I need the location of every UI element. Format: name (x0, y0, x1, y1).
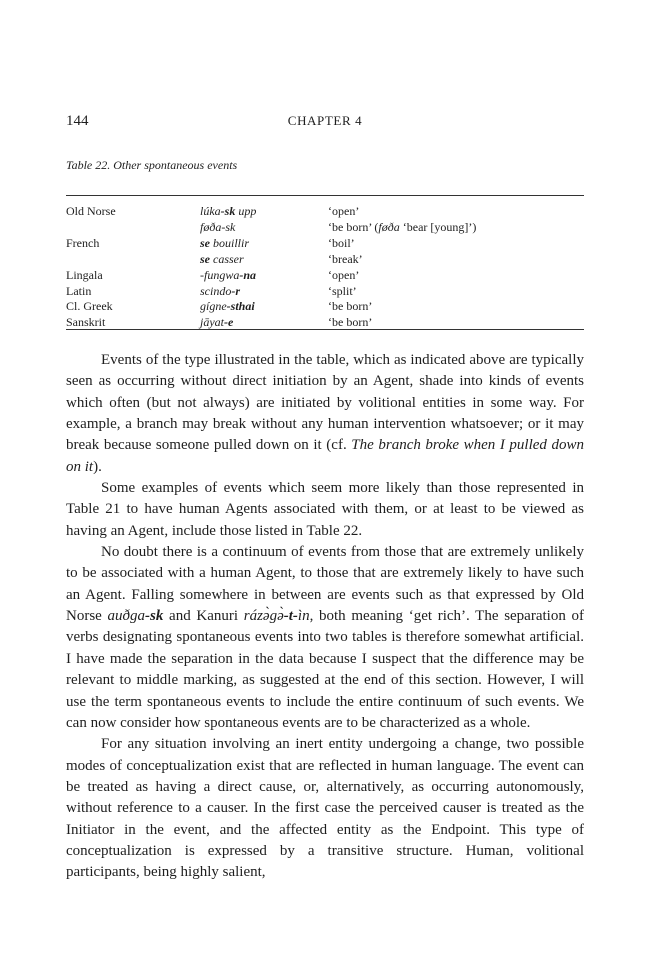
page-number: 144 (66, 113, 89, 129)
running-head: CHAPTER 4 (287, 113, 363, 128)
table-row (66, 236, 584, 252)
cited-form-stem: rázə̀gə̀ (243, 608, 284, 625)
paragraph: Some examples of events which seem more likely than those represented in Table 21 to have human Agents associated with them, or at least to be viewed as having an Agent, include those listed in Table 22. (66, 480, 584, 539)
form-stem: -fungwa (200, 267, 240, 282)
form-stem: føða-sk (200, 219, 236, 234)
form-middle-marker: -na (239, 267, 257, 282)
gloss-italic: føða (378, 219, 400, 234)
form-cell (200, 220, 328, 236)
form-middle-marker: -e (224, 315, 234, 330)
spontaneous-events-table (66, 204, 584, 331)
gloss-cell: ‘open’ (328, 204, 360, 218)
form-cell (200, 299, 328, 315)
cited-form (108, 608, 164, 624)
table-row (66, 220, 584, 236)
form-middle-marker: -sk (220, 204, 236, 218)
gloss-cell: ‘be born’ (328, 315, 373, 330)
form-cell (200, 284, 328, 300)
form-stem: lúka (200, 204, 221, 218)
language-cell: Latin (66, 283, 92, 298)
table-caption: Table 22. Other spontaneous events (66, 158, 238, 172)
cited-form-marker: -t- (283, 608, 298, 625)
cited-form-stem: auðga (107, 608, 146, 625)
form-cell (200, 252, 328, 268)
cited-form-tail: ìn (297, 608, 310, 625)
form-stem: scindo (200, 283, 232, 298)
language-cell: French (66, 235, 100, 250)
language-cell (66, 252, 200, 268)
form-tail: casser (210, 251, 244, 266)
form-cell (200, 236, 328, 252)
table-row (66, 299, 584, 315)
language-cell: Old Norse (66, 204, 116, 218)
paragraph-text: No doubt there is a continuum of events from those that are extremely unlikely to be associated with a human Agent, to those that are extremely likely to have such an Agent. Falling somewhere in between are events such as that expressed by Old Norse (66, 544, 584, 625)
form-middle-marker: -r (231, 283, 241, 298)
form-middle-marker: se (200, 251, 210, 266)
language-cell: Lingala (66, 267, 103, 282)
table-top-rule (66, 195, 584, 196)
language-cell: Cl. Greek (66, 299, 113, 314)
gloss-cell: ‘be born’ (328, 299, 373, 314)
paragraph-text: and Kanuri (163, 608, 244, 625)
table-row (66, 268, 584, 284)
gloss-cell: ‘open’ (328, 267, 360, 282)
paragraph-text: Events of the type illustrated in the table, which as indicated above are typically seen as occurring without direct initiation by an Agent, shade into kinds of events which often (but not always) are initiated by volitional entities in some way. For example, a branch may break without any human intervention whatsoever; or it may break because someone pulled down on it (cf. (66, 352, 584, 454)
gloss-cell (328, 220, 584, 236)
gloss-tail: ‘bear [young]’) (399, 219, 477, 234)
example-sentence: The branch broke when I pulled down on it (66, 437, 584, 475)
table-bottom-rule (66, 329, 584, 330)
form-cell (200, 268, 328, 284)
cited-form (244, 608, 310, 624)
language-cell: Sanskrit (66, 315, 106, 330)
paragraph (66, 350, 584, 478)
paragraph: For any situation involving an inert entity undergoing a change, two possible modes of conceptualization exist that are reflected in human language. The event can be treated as having a direct cause, or, alternatively, as occurring autonomously, without reference to a causer. In the first case the perceived causer is treated as the Initiator in the event, and the affected entity as the Endpoint. This type of conceptualization is expressed by a transitive structure. Human, volitional participants, being highly salient, (66, 736, 584, 881)
form-middle-marker: se (200, 235, 210, 250)
body-text (66, 350, 584, 884)
form-tail: bouillir (210, 235, 250, 250)
gloss-cell: ‘split’ (328, 283, 357, 298)
paragraph-text: , both meaning ‘get rich’. The separation of verbs designating spontaneous events into two tables is therefore somewhat artificial. I have made the separation in the data because I suspect that the difference may be relevant to middle marking, as suggested at the end of this section. However, I will use the term spontaneous events to include the entire continuum of such events. We can now consider how spontaneous events are to be characterized as a whole. (66, 608, 585, 731)
gloss-cell: ‘break’ (328, 251, 363, 266)
table-row (66, 204, 584, 220)
paragraph-text: ). (93, 458, 102, 475)
table-row (66, 252, 584, 268)
language-cell (66, 220, 200, 236)
cited-form-marker: -sk (145, 608, 164, 625)
form-middle-marker: -sthai (226, 299, 255, 314)
form-stem: jāyat (200, 315, 224, 330)
form-tail: upp (235, 204, 257, 218)
gloss-text: ‘be born’ ( (328, 219, 379, 234)
gloss-cell: ‘boil’ (328, 235, 355, 250)
form-stem: gígne (200, 299, 227, 314)
paragraph (66, 542, 584, 734)
form-cell (200, 204, 328, 220)
table-row (66, 284, 584, 300)
